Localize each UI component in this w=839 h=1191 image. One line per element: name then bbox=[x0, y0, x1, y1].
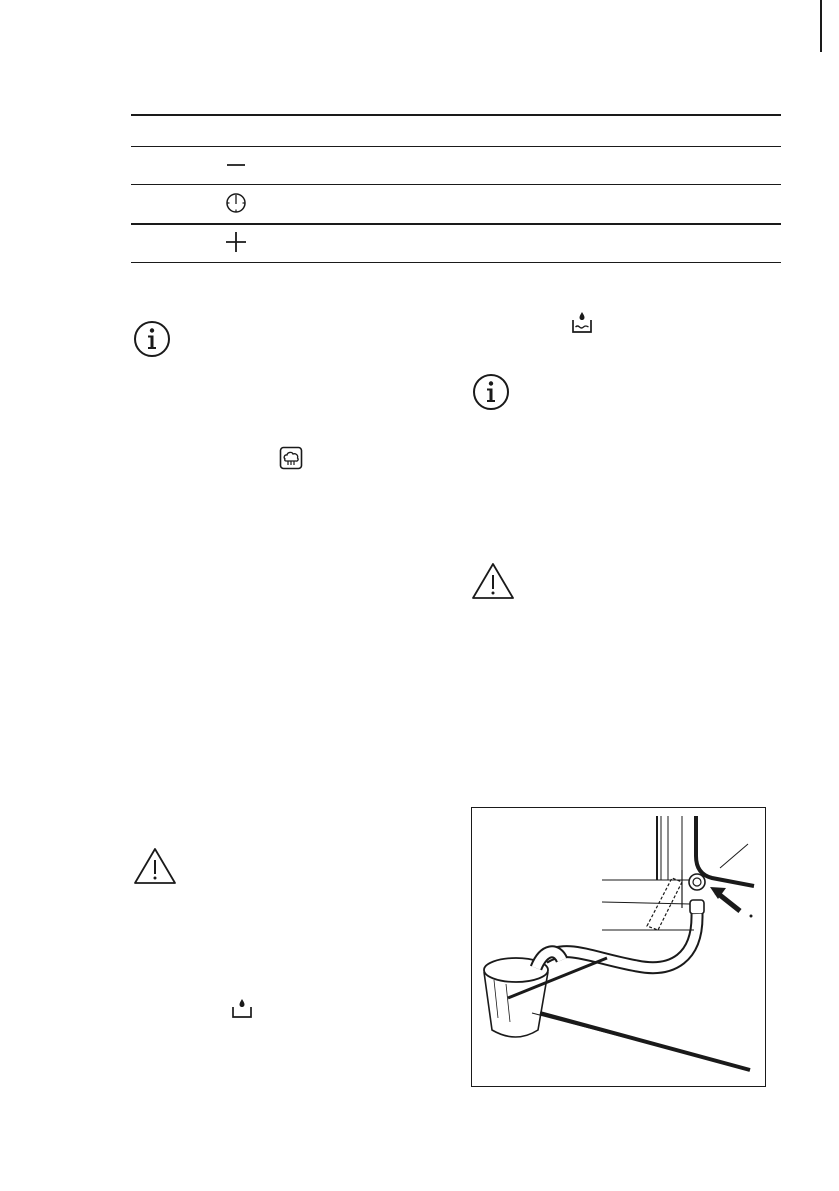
warning-triangle-icon bbox=[133, 847, 177, 885]
drain-illustration bbox=[471, 807, 766, 1087]
water-tank-icon bbox=[569, 310, 595, 336]
minus-icon bbox=[222, 151, 250, 179]
warning-triangle-icon bbox=[471, 562, 515, 600]
plus-icon bbox=[222, 228, 250, 256]
info-icon bbox=[472, 373, 510, 411]
table-row-divider bbox=[131, 184, 781, 185]
info-icon bbox=[133, 320, 171, 358]
table-row-divider bbox=[131, 146, 781, 147]
table-bottom-rule bbox=[131, 262, 781, 263]
steam-cooking-icon bbox=[279, 446, 303, 470]
page-edge-mark bbox=[820, 0, 822, 52]
table-top-rule bbox=[131, 114, 781, 116]
table-row-divider bbox=[131, 223, 781, 225]
empty-water-tank-icon bbox=[229, 997, 255, 1021]
timer-icon bbox=[222, 189, 250, 217]
